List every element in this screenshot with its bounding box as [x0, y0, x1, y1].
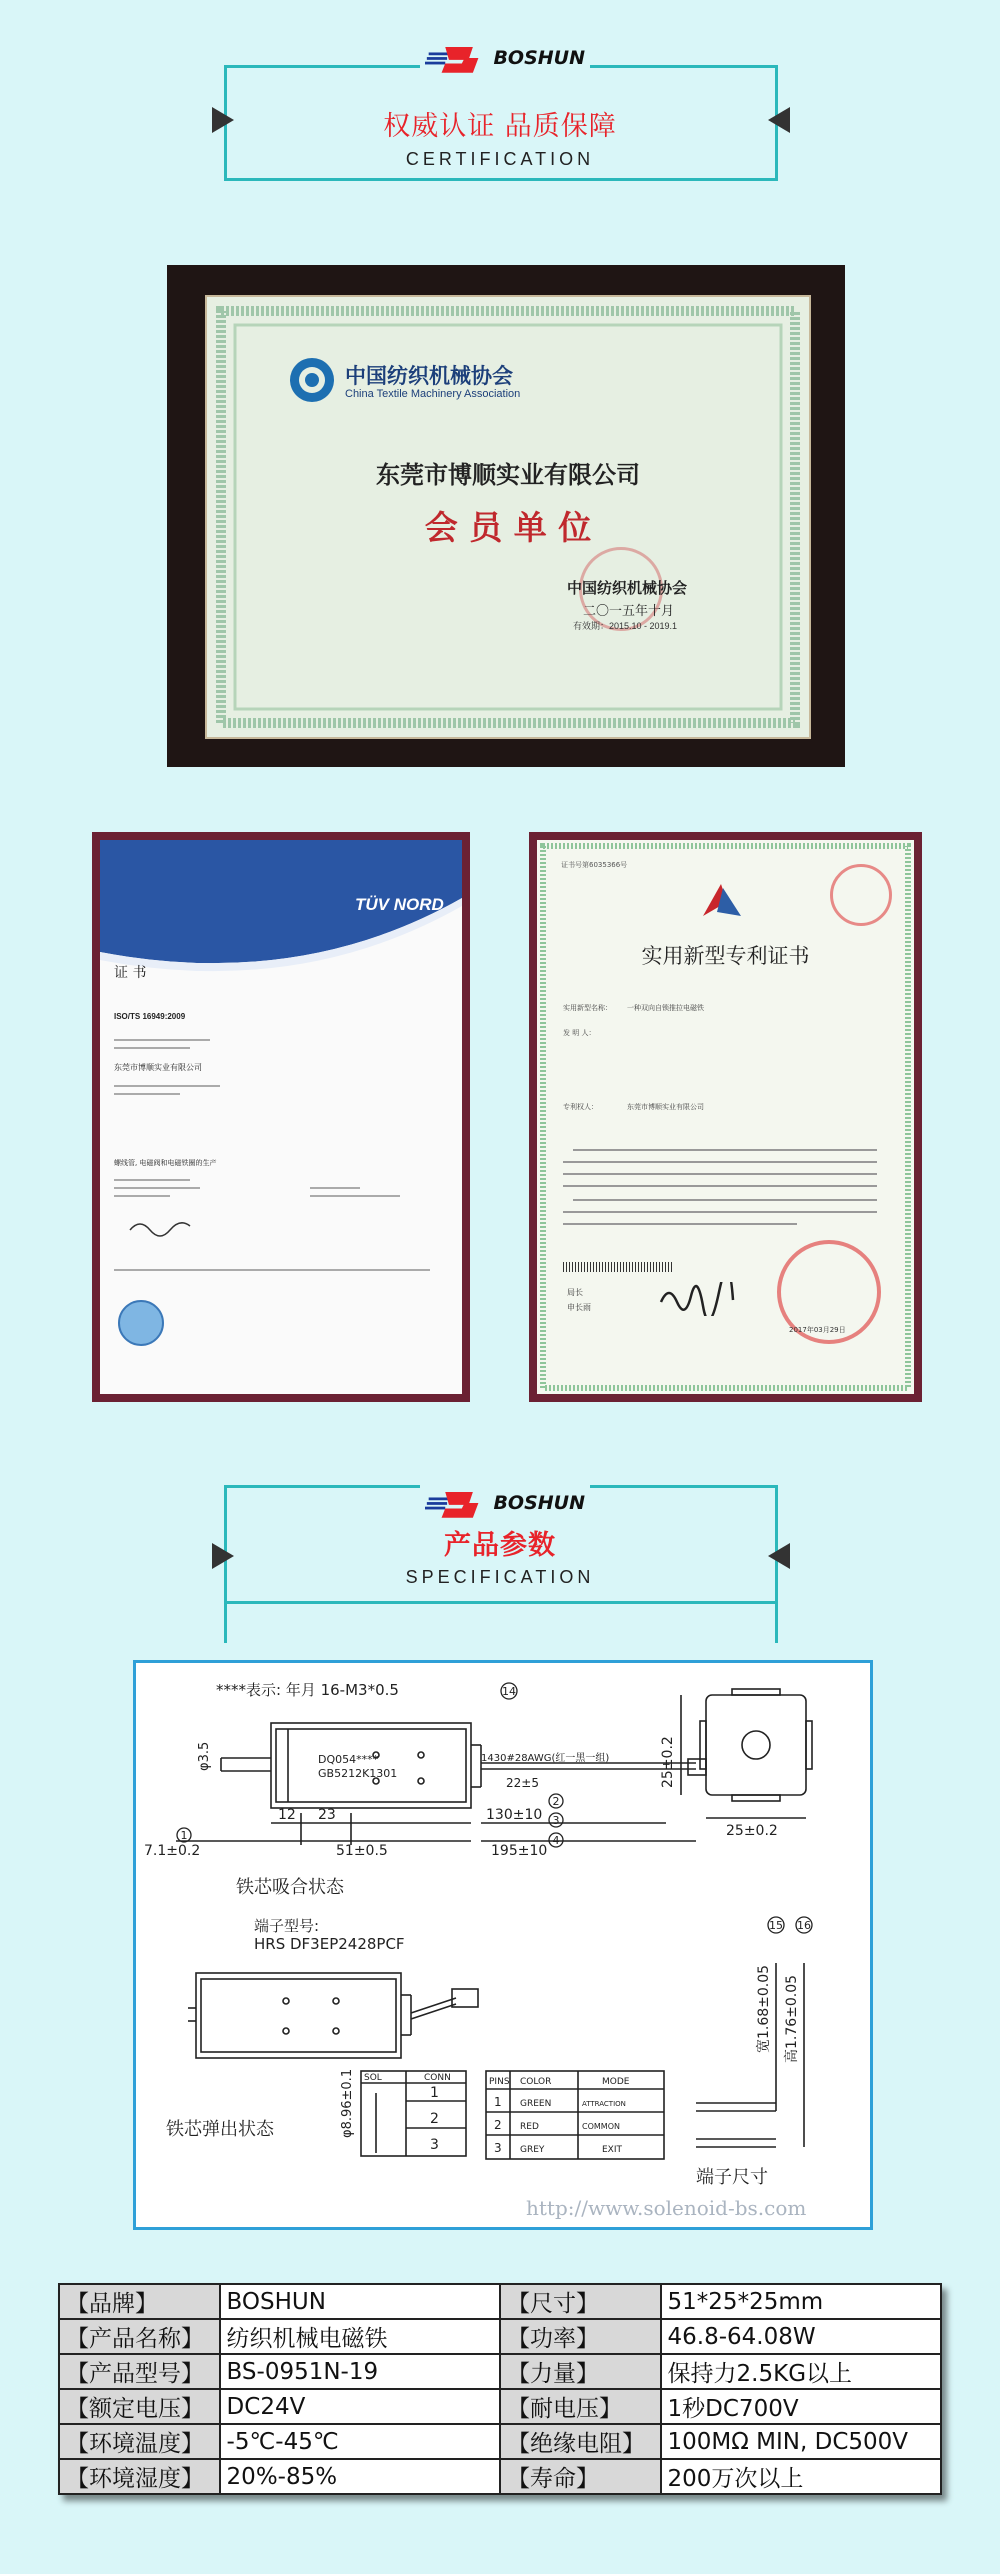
tuv-certificate-frame — [92, 832, 470, 1402]
dim-phi: φ3.5 — [197, 1741, 212, 1771]
patent-date: 2017年03月29日 — [789, 1326, 846, 1334]
frame-top-left — [224, 1485, 420, 1488]
dim-25-width: 25±0.2 — [726, 1823, 778, 1839]
spec-value: 纺织机械电磁铁 — [220, 2319, 500, 2354]
pin-row-1-mode: ATTRACTION — [582, 2100, 626, 2108]
frame-top-right — [590, 65, 778, 68]
tuv-fineprint — [100, 1030, 462, 1290]
table-row — [59, 2389, 941, 2424]
table-row — [59, 2459, 941, 2494]
spec-value: BOSHUN — [220, 2284, 500, 2319]
spec-label: 【寿命】 — [500, 2459, 661, 2494]
spec-value: 20%-85% — [220, 2459, 500, 2494]
spec-value: 51*25*25mm — [661, 2284, 941, 2319]
spec-label: 【额定电压】 — [59, 2389, 220, 2424]
pin-row-3-pin: 3 — [494, 2141, 502, 2155]
callout-2: 2 — [552, 1795, 560, 1808]
pin-row-2-pin: 2 — [494, 2118, 502, 2132]
spec-label: 【产品型号】 — [59, 2354, 220, 2389]
conn-num-3: 3 — [430, 2137, 439, 2153]
callout-4: 4 — [552, 1834, 560, 1847]
boshun-logo-mark-icon — [425, 1483, 489, 1523]
spec-value: 200万次以上 — [661, 2459, 941, 2494]
watermark-url: http://www.solenoid-bs.com — [526, 2196, 807, 2220]
conn-num-1: 1 — [430, 2085, 439, 2101]
spec-value: 1秒DC700V — [661, 2389, 941, 2424]
marking-line-1: DQ054**** — [318, 1753, 379, 1766]
table-row — [59, 2424, 941, 2459]
patent-inventor-label: 发 明 人： — [563, 1029, 596, 1037]
spec-value: DC24V — [220, 2389, 500, 2424]
spec-value: BS-0951N-19 — [220, 2354, 500, 2389]
tuv-scope: 螺线管, 电磁阀和电磁铁圈的生产 — [114, 1159, 217, 1167]
patent-name-label: 实用新型名称： — [563, 1004, 612, 1012]
drawing-canvas — [136, 1663, 870, 2227]
spec-value: 46.8-64.08W — [661, 2319, 941, 2354]
member-certificate-frame — [167, 265, 845, 767]
patent-name: 一种双向自锁推拉电磁铁 — [627, 1004, 704, 1012]
patent-barcode — [563, 1262, 673, 1272]
association-name-en: China Textile Machinery Association — [345, 388, 521, 400]
association-logo-icon — [287, 355, 337, 405]
spec-label: 【绝缘电阻】 — [500, 2424, 661, 2459]
spec-label: 【功率】 — [500, 2319, 661, 2354]
tuv-certificate — [100, 840, 462, 1394]
member-certificate — [205, 295, 811, 739]
member-date: 二〇一五年十月 — [583, 604, 675, 619]
patent-body-text — [537, 1140, 914, 1260]
dim-7-1: 7.1±0.2 — [144, 1843, 201, 1859]
pin-header-pins: PINS — [489, 2077, 510, 2087]
member-validity: 有效期：2015.10 - 2019.1 — [573, 621, 678, 631]
spec-value: 保持力2.5KG以上 — [661, 2354, 941, 2389]
patent-certificate-frame — [529, 832, 922, 1402]
association-name-cn: 中国纺织机械协会 — [345, 363, 513, 388]
pin-header-mode: MODE — [602, 2077, 630, 2087]
patent-title: 实用新型专利证书 — [641, 944, 810, 968]
dim-195: 195±10 — [491, 1843, 548, 1859]
dim-130: 130±10 — [486, 1807, 543, 1823]
spec-table — [58, 2283, 942, 2495]
tuv-brand: TÜV NORD — [355, 895, 444, 914]
patent-patentee-label: 专利权人： — [563, 1103, 598, 1111]
dim-23: 23 — [318, 1807, 336, 1823]
pin-row-1-pin: 1 — [494, 2095, 502, 2109]
patent-certificate — [537, 840, 914, 1394]
frame-top-left — [224, 65, 420, 68]
table-row — [59, 2284, 941, 2319]
callout-15: 15 — [769, 1919, 783, 1932]
frame-bottom — [224, 1601, 778, 1604]
dim-22: 22±5 — [506, 1776, 539, 1790]
marking-line-2: GB5212K1301 — [318, 1767, 398, 1780]
conn-table-sol: SOL — [364, 2073, 382, 2083]
spec-label: 【力量】 — [500, 2354, 661, 2389]
terminal-size-label: 端子尺寸 — [696, 2167, 768, 2188]
spec-label: 【尺寸】 — [500, 2284, 661, 2319]
spec-label: 【环境湿度】 — [59, 2459, 220, 2494]
member-issuer: 中国纺织机械协会 — [567, 579, 688, 597]
pin-row-3-mode: EXIT — [602, 2145, 623, 2155]
tuv-system: ISO/TS 16949:2009 — [114, 1012, 186, 1021]
frame-top-right — [590, 1485, 778, 1488]
callout-14: 14 — [502, 1685, 516, 1698]
specification-title-en: SPECIFICATION — [405, 1567, 595, 1587]
spec-value: -5℃-45℃ — [220, 2424, 500, 2459]
conn-num-2: 2 — [430, 2111, 439, 2127]
state-exit-label: 铁芯弹出状态 — [166, 2119, 274, 2140]
dim-8-96: φ8.96±0.1 — [340, 2068, 355, 2138]
callout-16: 16 — [797, 1919, 811, 1932]
patent-seal — [830, 864, 892, 926]
patent-emblem-icon — [697, 880, 747, 924]
table-row — [59, 2319, 941, 2354]
patent-director-label: 局长 — [567, 1288, 583, 1297]
terminal-height: 高1.76±0.05 — [784, 1974, 800, 2063]
technical-drawing — [133, 1660, 873, 2230]
tuv-title: 证 书 — [114, 965, 147, 981]
connector-label: 端子型号: — [254, 1917, 320, 1935]
pin-row-1-color: GREEN — [520, 2099, 552, 2109]
brand-name: BOSHUN — [493, 47, 585, 69]
dim-12: 12 — [278, 1807, 296, 1823]
patent-signature — [657, 1282, 737, 1316]
tuv-globe-icon — [118, 1300, 164, 1346]
pin-row-2-color: RED — [520, 2122, 539, 2132]
spec-label: 【产品名称】 — [59, 2319, 220, 2354]
patent-patentee: 东莞市博顺实业有限公司 — [627, 1103, 704, 1111]
spec-label: 【环境温度】 — [59, 2424, 220, 2459]
boshun-logo — [425, 1483, 585, 1523]
drawing-note: ****表示: 年月 16-M3*0.5 — [216, 1681, 399, 1699]
boshun-logo — [425, 38, 585, 78]
specification-title-cn: 产品参数 — [444, 1530, 556, 1561]
member-company: 东莞市博顺实业有限公司 — [376, 460, 640, 489]
spec-label: 【耐电压】 — [500, 2389, 661, 2424]
patent-number: 证书号第6035366号 — [561, 861, 628, 869]
brand-name: BOSHUN — [493, 1492, 585, 1514]
tuv-company: 东莞市博顺实业有限公司 — [114, 1063, 202, 1072]
terminal-width: 宽1.68±0.05 — [756, 1964, 772, 2053]
member-title: 会 员 单 位 — [424, 508, 592, 547]
spec-value: 100MΩ MIN, DC500V — [661, 2424, 941, 2459]
boshun-logo-mark-icon — [425, 38, 489, 78]
dim-51: 51±0.5 — [336, 1843, 388, 1859]
dim-25-height: 25±0.2 — [660, 1736, 676, 1788]
certification-header — [0, 0, 1000, 190]
patent-director-name: 申长雨 — [567, 1303, 591, 1312]
frame-bottom — [224, 178, 778, 181]
certification-title-cn: 权威认证 品质保障 — [383, 111, 617, 142]
certification-title-en: CERTIFICATION — [405, 149, 595, 169]
spec-label: 【品牌】 — [59, 2284, 220, 2319]
pin-row-3-color: GREY — [520, 2145, 545, 2155]
callout-3: 3 — [552, 1814, 560, 1827]
specification-header — [0, 1445, 1000, 1635]
state-attracted-label: 铁芯吸合状态 — [236, 1877, 344, 1898]
table-row — [59, 2354, 941, 2389]
wire-spec: 1430#28AWG(红一黑一组) — [481, 1753, 610, 1764]
conn-table-conn: CONN — [424, 2073, 451, 2083]
callout-1: 1 — [180, 1829, 188, 1842]
connector-model: HRS DF3EP2428PCF — [254, 1935, 405, 1953]
pin-header-color: COLOR — [520, 2077, 552, 2087]
pin-row-2-mode: COMMON — [582, 2122, 620, 2131]
